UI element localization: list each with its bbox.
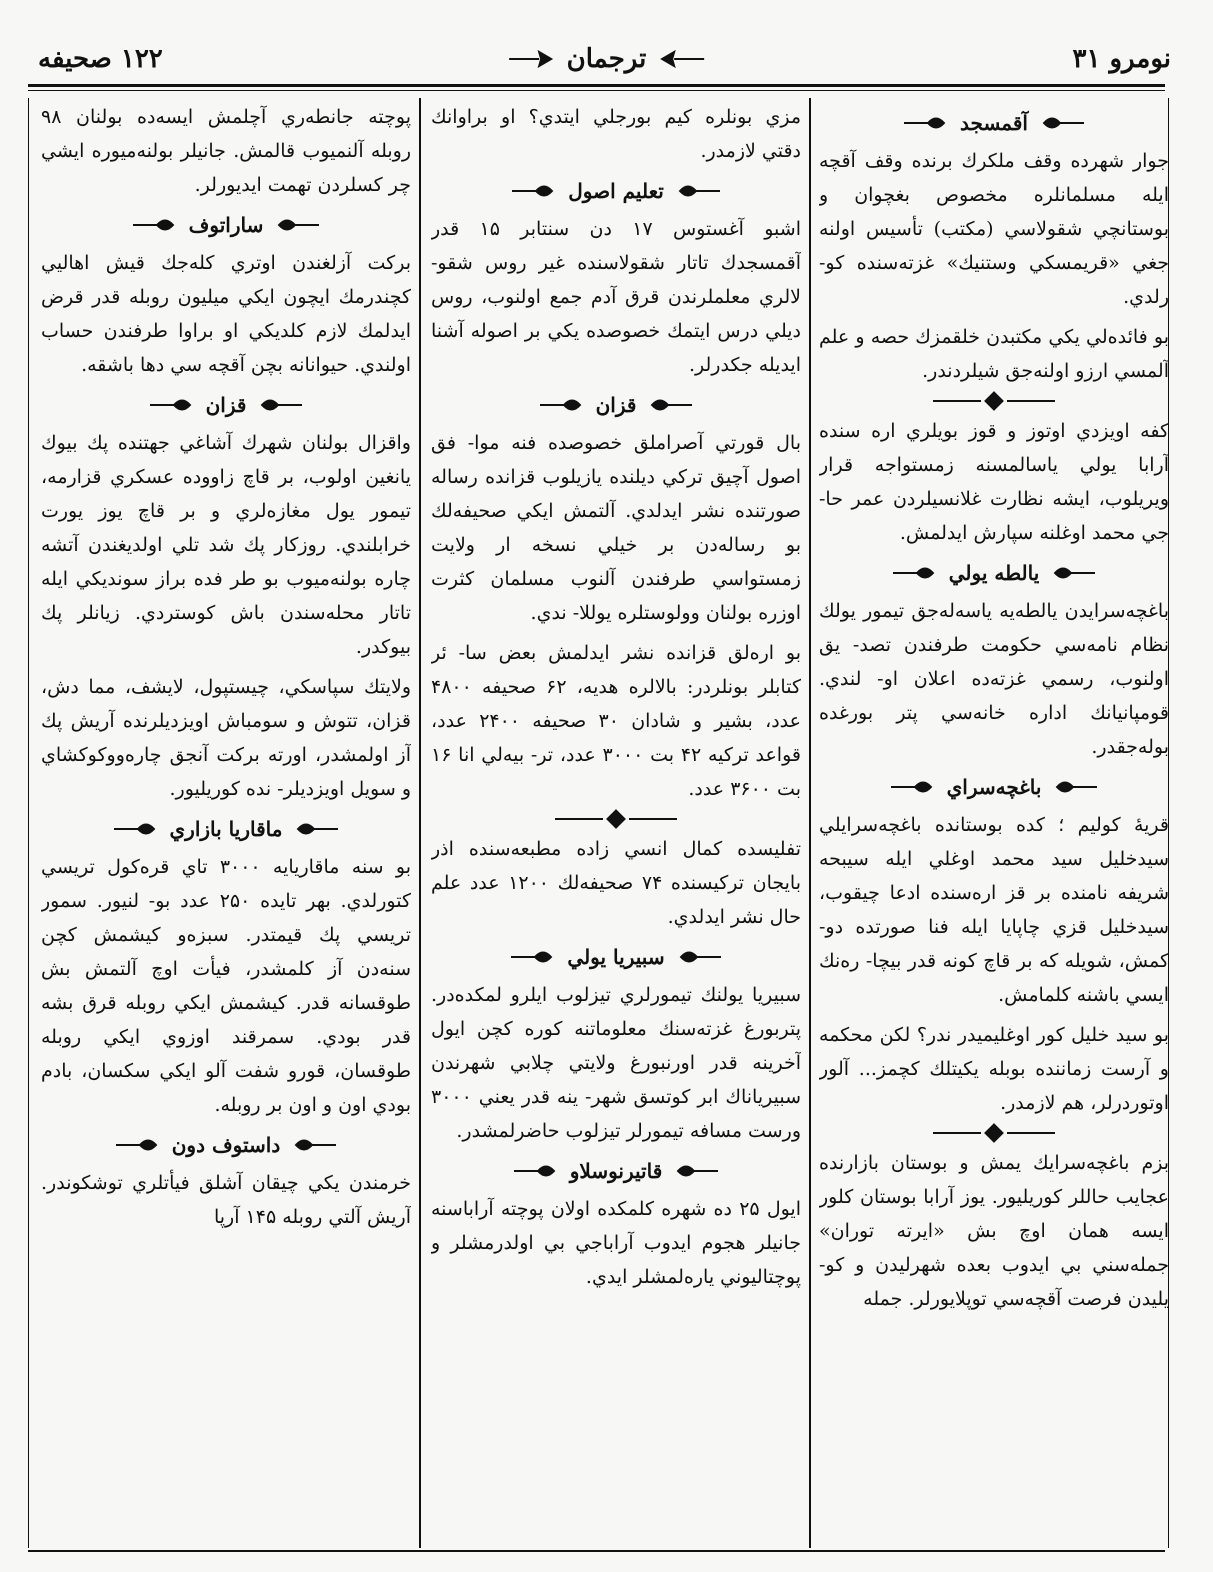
section-heading [431,1154,801,1188]
article-paragraph: مزي بونلره كيم بورجلي ايتدي؟ او براوانك دقتي لازمدر. [431,106,801,162]
column-middle [431,100,801,1548]
article-paragraph: پوچته جانطه‌ري آچلمش ايسه‌ده بولنان ۹۸ روبله آلنميوب قالمش. جانيلر بولنه‌ميوره ايشي چر كسلردن تهمت ايديورلر. [41,106,411,196]
page-number: ۱۲۲ صحيفه [38,44,163,74]
ornament-icon [510,180,556,202]
column-right [819,100,1169,1548]
article-paragraph: ايول ۲۵ ده شهره كلمكده اولان پوچته آراباسنه جانيلر هجوم ايدوب آراباجي بي اولدرمشلر و پوچتاليوني ياره‌لمشلر ايدي. [431,1198,801,1288]
section-heading [431,940,801,974]
column-left [41,100,411,1548]
ornament-icon [507,48,553,70]
heading-text: قاتيرنوسلاو [569,1159,663,1183]
ornament-icon [674,1160,720,1182]
heading-text: قزان [205,393,247,417]
issue-number: نومرو ۳۱ [1072,44,1171,74]
ornament-icon [902,112,948,134]
article-paragraph: قريهٔ كوليم ؛ كده بوستانده باغچه‌سرايلي سيدخليل سيد محمد اوغلي ايله سيبحه شريفه نامنده بر قز اره‌سنده ادعا چيقوب، سيدخليل قزي چاپايا ايله فنا صورتده دو- كمش، شويله كه بر قاچ كونه قدر بيچا- ره‌نك ايسي باشنه كلمامش. [819,814,1169,1006]
ornament-icon [114,1134,160,1156]
article-paragraph: بو اره‌لق قزانده نشر ايدلمش بعض سا- ئر كتابلر بونلردر: بالالره هديه، ۶۲ صحيفه ۴۸۰۰ عدد، بشير و شادان ۳۰ صحيفه ۲۴۰۰ عدد، قواعد تركيه ۴۲ بت ۳۰۰۰ عدد، تر- بيه‌لي انا ۱۶ بت ۳۶۰۰ عدد. [431,642,801,800]
heading-text: آقمسجد [960,111,1028,135]
heading-text: ساراتوف [188,213,264,237]
ornament-icon [131,214,177,236]
heading-text: داستوف دون [171,1133,281,1157]
heading-text: يالطه يولي [948,561,1040,585]
section-heading [41,208,411,242]
ornament-icon [509,946,555,968]
section-heading [41,1128,411,1162]
ornament-icon [1053,776,1099,798]
article-paragraph: بو سنه ماقاريايه ۳۰۰۰ تاي قره‌كول تريسي كتورلدي. بهر تايده ۲۵۰ عدد بو- لنيور. سمور تريسي پك قيمتدر. سبزه‌و كيشمش كچن سنه‌دن آز كلمشدر، فيأت اوچ آلتمش بش طوقسانه قدر. كيشمش ايكي روبله قرق بشه قدر بودي. سمرقند اوزوي ايكي روبله طوقسان، قورو شفت آلو ايكي سكسان، بادم بودي اون و اون بر روبله. [41,856,411,1116]
ornament-icon [648,394,694,416]
ornament-icon [294,818,340,840]
article-paragraph: بو فائده‌لي يكي مكتبدن خلقمزك حصه و علم آلمسي ارزو اولنه‌جق شيلردندر. [819,326,1169,382]
section-heading [431,388,801,422]
heading-text: سبيريا يولي [567,945,665,969]
article-paragraph: باغچه‌سرايدن يالطه‌يه ياسه‌له‌جق تيمور يولك نظام نامه‌سي حكومت طرفندن تصد- يق اولنوب، رسمي غزته‌ده اعلان او- لندي. قومپانيانك اداره خانه‌سي پتر بورغده بوله‌جقدر. [819,600,1169,758]
heading-text: ماقاريا بازاري [169,817,283,841]
section-heading [819,556,1169,590]
page-border [28,98,29,1548]
ornament-icon [889,776,935,798]
section-separator [819,1126,1169,1140]
section-heading [819,770,1169,804]
section-heading [431,174,801,208]
heading-text: باغچه‌سراي [946,775,1042,799]
ornament-icon [275,214,321,236]
header-rule-thin [28,90,1165,91]
column-divider [809,98,811,1548]
section-heading [819,106,1169,140]
ornament-icon [292,1134,338,1156]
ornament-icon [1040,112,1086,134]
ornament-icon [538,394,584,416]
ornament-icon [660,48,706,70]
column-divider [419,98,421,1548]
section-separator [819,394,1169,408]
article-paragraph: كفه اويزدي اوتوز و قوز بويلري اره سنده آرابا يولي ياسالمسنه زمستواجه قرار ويريلوب، ايشه نظارت غلانسيلردن عمر حا- جي محمد اوغلنه سپارش ايدلمش. [819,420,1169,544]
article-paragraph: سبيريا يولنك تيمورلري تيزلوب ايلرو لمكده‌در. پتربورغ غزته‌سنك معلوماتنه كوره كچن ايول آخرينه قدر اورنبورغ ولايتي چلابي شهرندن سبيرياناك ابر كوتسق شهر- ينه قدر يعني ۳۰۰۰ ورست مسافه تيمورلر تيزلوب حاضرلمشدر. [431,984,801,1142]
heading-text: قزان [595,393,637,417]
ornament-icon [677,946,723,968]
article-paragraph: جوار شهرده وقف ملكرك برنده وقف آقچه ايله مسلمانلره مخصوص بغچوان و بوستانچي شقولاسي (مكتب) تأسيس اولنه جغي «قريمسكي وستنيك» غزته‌سنده كو- رلدي. [819,150,1169,308]
ornament-icon [1051,562,1097,584]
ornament-icon [512,1160,558,1182]
article-paragraph: بال قورتي آصراملق خصوصده فنه موا- فق اصول آچيق تركي ديلنده يازيلوب قزانده رساله صورتنده نشر ايدلدي. آلتمش ايكي صحيفه‌لك بو رساله‌دن بر خيلي نسخه ار ولايت زمستواسي طرفندن آلنوب مسلمان كثرت اوزره بولنان وولوستلره يوللا- ندي. [431,432,801,624]
page-header [28,36,1185,96]
article-paragraph: خرمندن يكي چيقان آشلق فيأتلري توشكوندر. آريش آلتي روبله ۱۴۵ آرپا [41,1172,411,1228]
section-heading [41,388,411,422]
article-paragraph: بركت آزلغندن اوتري كله‌جك قيش اهاليي كچندرمك ايچون ايكي ميليون روبله قدر قرض ايدلمك لازم كلديكي او براوا طرفندن حساب اولندي. حيوانانه بچن آقچه سي دها باشقه. [41,252,411,376]
ornament-icon [148,394,194,416]
article-paragraph: بو سيد خليل كور اوغليميدر ندر؟ لكن محكمه و آرست زماننده بوبله يكيتلك كچمز... آلور اوتوردرلر، هم لازمدر. [819,1024,1169,1114]
ornament-icon [891,562,937,584]
article-paragraph: بزم باغچه‌سرايك يمش و بوستان بازارنده عجايب حاللر كوريليور. يوز آرابا بوستان كلور ايسه همان اوچ بش «ايرته توران» جمله‌سني بي ايدوب بعده شهرليدن و كو- يليدن فرصت آقچه‌سي توپلايورلر. جمله [819,1152,1169,1310]
newspaper-title: ترجمان [566,44,647,74]
section-separator [431,812,801,826]
masthead [507,44,707,74]
heading-text: تعليم اصول [568,179,664,203]
article-paragraph: اشبو آغستوس ۱۷ دن سنتابر ۱۵ قدر آقمسجدك تاتار شقولاسنده غير روس شقو- لالري معلملرندن قرق آدم جمع اولنوب، روس ديلي درس ايتمك خصوصده يكي بر اصوله آشنا ايديله جكدرلر. [431,218,801,376]
ornament-icon [112,818,158,840]
header-rule [28,84,1165,87]
article-paragraph: واقزال بولنان شهرك آشاغي جهتنده پك بيوك يانغين اولوب، بر قاچ زاووده عسكري قزارمه، تيمور يول مغازه‌لري و بر قاچ يوز يورت خرابلندي. روزكار پك شد تلي اولديغندن آتشه چاره بولنه‌ميوب بو طر فده براز سونديكي ايله تاتار محله‌سندن باش كوستردي. زيانلر پك بيوكدر. [41,432,411,658]
footer-rule [28,1550,1165,1552]
ornament-icon [676,180,722,202]
ornament-icon [258,394,304,416]
article-paragraph: تفليسده كمال انسي زاده مطبعه‌سنده اذر بايجان تركيسنده ۷۴ صحيفه‌لك ۱۲۰۰ عدد علم حال نشر ايدلدي. [431,838,801,928]
section-heading [41,812,411,846]
article-paragraph: ولايتك سپاسكي، چيستپول، لايشف، مما دش، قزان، تتوش و سومباش اويزديلرنده آريش پك آز اولمشدر، اورته بركت آنجق چاره‌ووكوكشاي و سويل اويزديلر- نده كوريليور. [41,676,411,800]
